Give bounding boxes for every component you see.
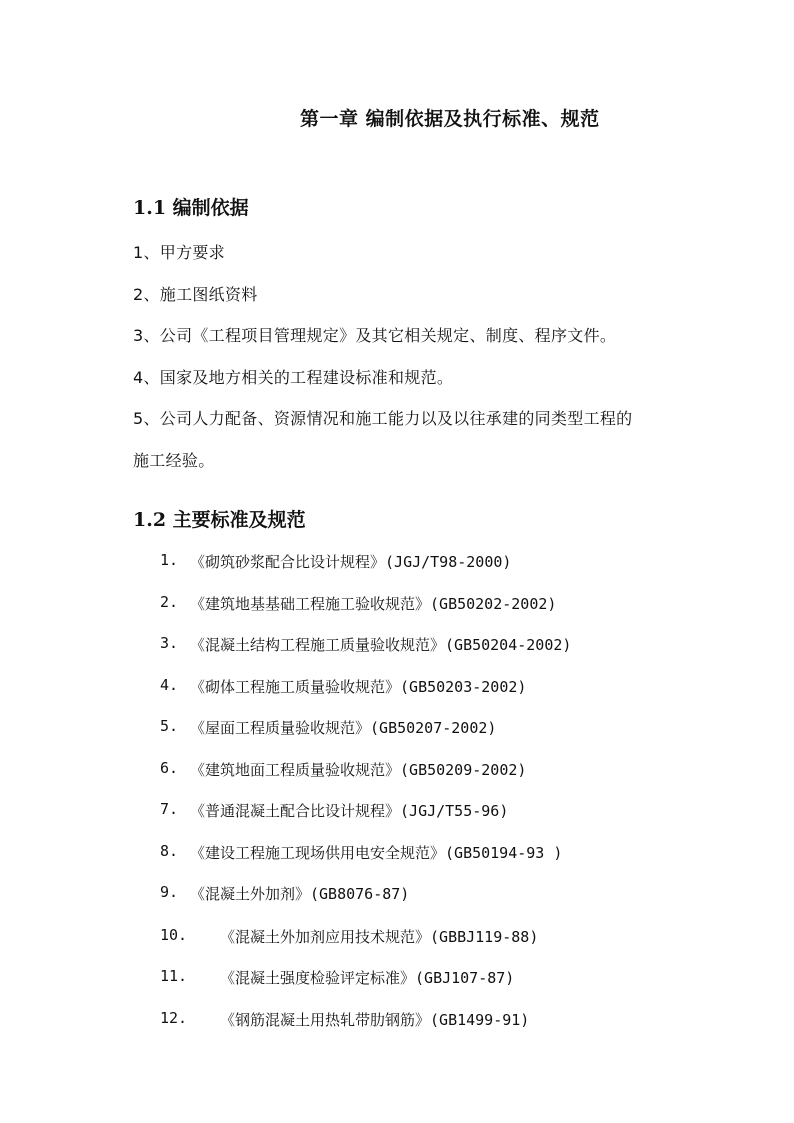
- standard-title: 《屋面工程质量验收规范》(GB50207-2002): [190, 719, 497, 737]
- standard-title: 《建筑地基基础工程施工验收规范》(GB50202-2002): [190, 595, 557, 613]
- standard-number: 4.: [160, 676, 179, 694]
- standard-number: 10.: [160, 926, 188, 944]
- standard-title: 《建筑地面工程质量验收规范》(GB50209-2002): [190, 761, 527, 779]
- section-heading-1-1: 1.1 编制依据: [133, 197, 249, 219]
- standard-number: 8.: [160, 842, 179, 860]
- standard-number: 6.: [160, 759, 179, 777]
- basis-item-3: 3、公司《工程项目管理规定》及其它相关规定、制度、程序文件。: [133, 326, 617, 345]
- standard-title: 《钢筋混凝土用热轧带肋钢筋》(GB1499-91): [220, 1011, 530, 1029]
- basis-item-1: 1、甲方要求: [133, 243, 225, 262]
- standard-title: 《混凝土结构工程施工质量验收规范》(GB50204-2002): [190, 636, 572, 654]
- standard-number: 1.: [160, 551, 179, 569]
- basis-item-5: 5、公司人力配备、资源情况和施工能力以及以往承建的同类型工程的: [133, 409, 633, 428]
- section-heading-1-2: 1.2 主要标准及规范: [133, 509, 306, 531]
- standard-title: 《砌体工程施工质量验收规范》(GB50203-2002): [190, 678, 527, 696]
- chapter-title: 第一章 编制依据及执行标准、规范: [300, 108, 600, 130]
- standard-title: 《混凝土强度检验评定标准》(GBJ107-87): [220, 969, 515, 987]
- standard-title: 《建设工程施工现场供用电安全规范》(GB50194-93 ): [190, 844, 563, 862]
- standard-number: 5.: [160, 717, 179, 735]
- basis-item-5-continued: 施工经验。: [133, 451, 215, 470]
- standard-number: 12.: [160, 1009, 188, 1027]
- standard-title: 《混凝土外加剂应用技术规范》(GBBJ119-88): [220, 928, 539, 946]
- standard-number: 3.: [160, 634, 179, 652]
- standard-number: 11.: [160, 967, 188, 985]
- standard-number: 7.: [160, 800, 179, 818]
- standard-title: 《混凝土外加剂》(GB8076-87): [190, 885, 410, 903]
- basis-item-4: 4、国家及地方相关的工程建设标准和规范。: [133, 368, 454, 387]
- standard-number: 9.: [160, 883, 179, 901]
- standard-title: 《砌筑砂浆配合比设计规程》(JGJ/T98-2000): [190, 553, 512, 571]
- standard-number: 2.: [160, 593, 179, 611]
- standard-title: 《普通混凝土配合比设计规程》(JGJ/T55-96): [190, 802, 509, 820]
- basis-item-2: 2、施工图纸资料: [133, 285, 258, 304]
